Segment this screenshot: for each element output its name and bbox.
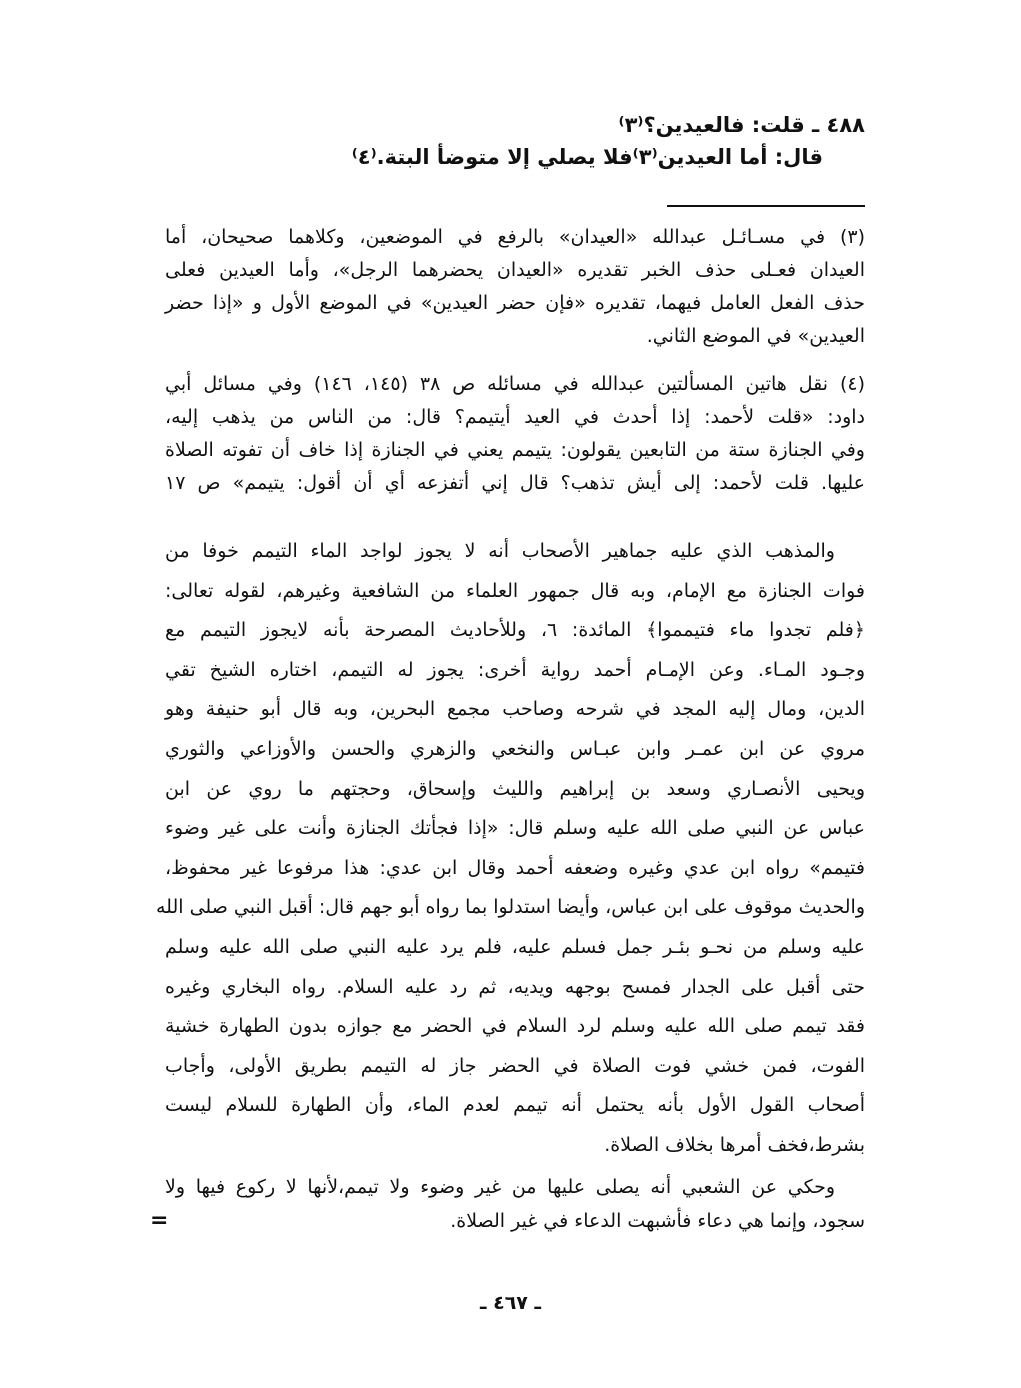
body-line: الفوت، فمن خشي فوت الصلاة في الحضر جاز له التيمم بطريق الأولى، وأجاب — [165, 1054, 865, 1077]
page-number: ـ ٤٦٧ ـ — [479, 1292, 541, 1314]
question-heading: ٤٨٨ ـ قلت: فالعيدين؟⁽٣⁾ — [618, 113, 865, 137]
body-line: فقد تيمم صلى الله عليه وسلم لرد السلام في الحضر مع جوازه بدون الطهارة خشية — [165, 1015, 865, 1038]
footnote-line: وفي الجنازة ستة من التابعين يقولون: يتيمم يعني في الجنازة إذا خاف أن تفوته الصلاة — [165, 439, 865, 461]
body-line: فوات الجنازة مع الإمام، وبه قال جمهور العلماء من الشافعية وغيرهم، لقوله تعالى: — [165, 579, 865, 602]
footnote-line: العيدين» في الموضع الثاني. — [646, 325, 865, 347]
footnote-line: داود: «قلت لأحمد: إذا أحدث في العيد أيتيمم؟ قال: من الناس من يذهب إليه، — [165, 406, 865, 428]
body-line: والمذهب الذي عليه جماهير الأصحاب أنه لا يجوز لواجد الماء التيمم خوفا من — [165, 540, 835, 562]
body-line: بشرط،فخف أمرها بخلاف الصلاة. — [604, 1134, 865, 1156]
body-line: عباس عن النبي صلى الله عليه وسلم قال: «إذا فجأتك الجنازة وأنت على غير وضوء — [165, 817, 865, 840]
footnote-line: حذف الفعل العامل فيهما، تقديره «فإن حضر العيدين» في الموضع الأول و «إذا حضر — [165, 292, 865, 314]
footnote-separator — [667, 205, 865, 207]
continuation-mark: = — [150, 1208, 169, 1233]
body-line: ﴿فلم تجدوا ماء فتيمموا﴾ المائدة: ٦، وللأحاديث المصرحة بأنه لايجوز التيمم مع — [165, 619, 865, 642]
body-line: والحديث موقوف على ابن عباس، وأيضا استدلوا بما رواه أبو جهم قال: أقبل النبي صلى الله — [156, 896, 865, 919]
body-line: وحكي عن الشعبي أنه يصلى عليها من غير وضوء ولا تيمم،لأنها لا ركوع فيها ولا — [165, 1176, 835, 1198]
body-line: أصحاب القول الأول بأنه يحتمل أنه تيمم لعدم الماء، وأن الطهارة للسلام ليست — [165, 1094, 865, 1117]
body-line: عليه وسلم من نحـو بئـر جمل فسلم عليه، فلم يرد عليه النبي صلى الله عليه وسلم — [165, 936, 865, 958]
body-line: مروي عن ابن عمـر وابن عبـاس والنخعي والزهري والحسن والأوزاعي والثوري — [165, 738, 865, 760]
body-line: سجود، وإنما هي دعاء فأشبهت الدعاء في غير الصلاة. — [450, 1210, 865, 1232]
answer-line: قال: أما العيدين⁽٣⁾فلا يصلي إلا متوضأ البتة.⁽٤⁾ — [351, 145, 823, 169]
footnote-line: (٤) نقل هاتين المسألتين عبدالله في مسائله ص ٣٨ (١٤٥، ١٤٦) وفي مسائل أبي — [165, 373, 866, 395]
body-line: فتيمم» رواه ابن عدي وغيره وضعفه أحمد وقال ابن عدي: هذا مرفوعا غير محفوظ، — [165, 856, 865, 879]
footnote-line: (٣) في مسـائـل عبدالله «العيدان» بالرفع في الموضعين، وكلاهما صحيحان، أما — [165, 226, 865, 248]
footnote-line: عليها. قلت لأحمد: إلى أيش تذهب؟ قال إني أتفزعه أي أن أقول: يتيمم» ص ١٧ — [165, 472, 865, 494]
body-line: الدين، ومال إليه المجد في شرحه وصاحب مجمع البحرين، وبه قال أبو حنيفة وهو — [165, 698, 865, 721]
body-line: وجـود المـاء. وعن الإمـام أحمد رواية أخرى: يجوز له التيمم، اختاره الشيخ تقي — [165, 658, 865, 681]
footnote-line: العيدان فعـلى حذف الخبر تقديره «العيدان يحضرهما الرجل»، وأما العيدين فعلى — [165, 259, 865, 281]
body-line: ويحيى الأنصـاري وسعد بن إبراهيم والليث وإسحاق، وحجتهم ما روي عن ابن — [165, 777, 865, 800]
body-line: حتى أقبل على الجدار فمسح بوجهه ويديه، ثم رد عليه السلام. رواه البخاري وغيره — [165, 975, 865, 998]
